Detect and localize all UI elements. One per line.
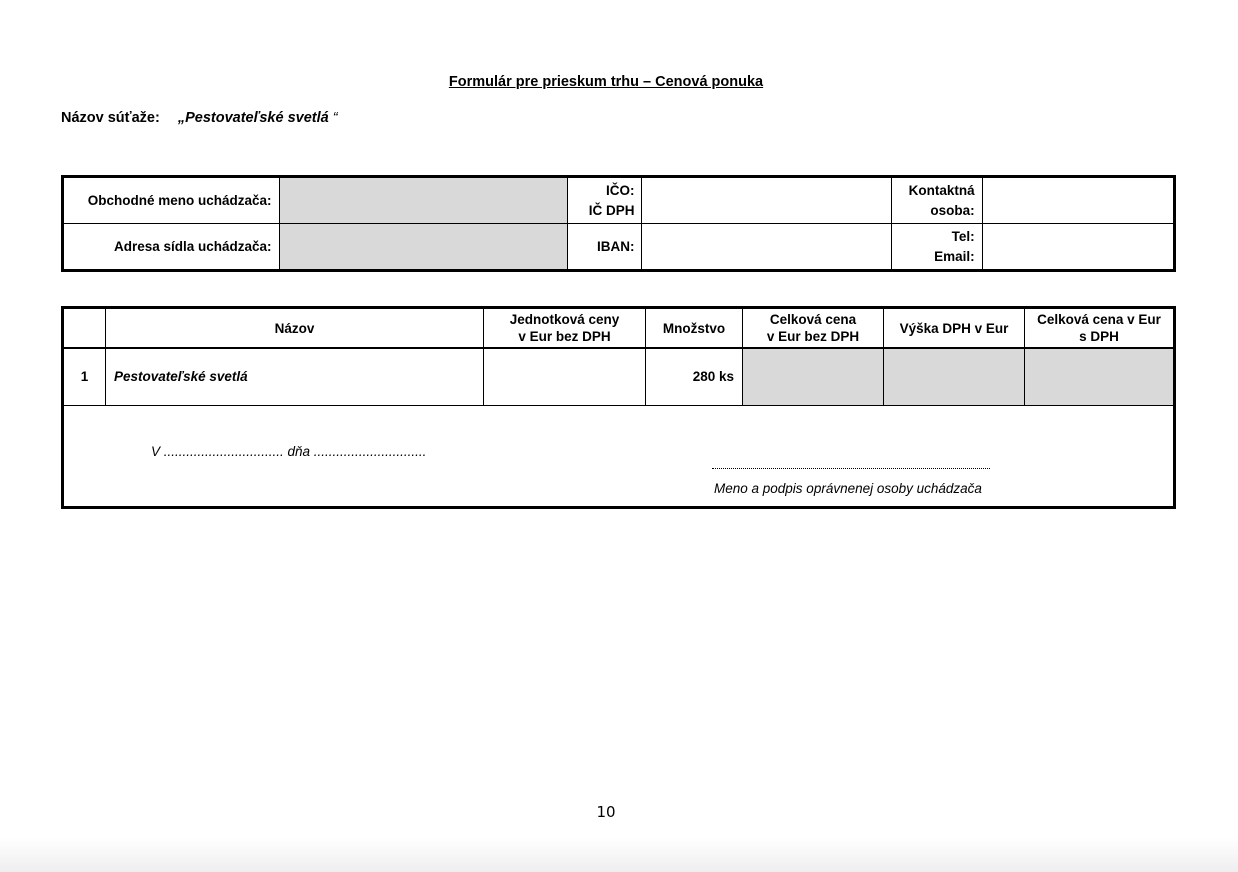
form-title: Formulár pre prieskum trhu – Cenová ponuka [448, 74, 764, 90]
row-total-with-vat-field[interactable] [1025, 348, 1175, 405]
ico-label-cell [567, 177, 642, 224]
contact-person-label-line2: osoba: [930, 202, 975, 218]
signature-line [712, 460, 990, 469]
row-number: 1 [63, 348, 106, 405]
row-unit-price-field[interactable] [484, 348, 646, 405]
business-name-label: Obchodné meno uchádzača: [63, 177, 280, 224]
row-item-name: Pestovateľské svetlá [106, 348, 484, 405]
iban-field[interactable] [642, 224, 891, 271]
contest-name: „Pestovateľské svetlá [177, 110, 329, 126]
tel-email-label-cell [891, 224, 982, 271]
header-unit-price: Jednotková ceny v Eur bez DPH [484, 308, 646, 349]
header-total-with-vat: Celková cena v Eur s DPH [1025, 308, 1175, 349]
contact-person-field[interactable] [982, 177, 1174, 224]
contact-person-label-cell [891, 177, 982, 224]
price-offer-table [61, 306, 1176, 509]
address-field[interactable] [279, 224, 567, 271]
place-date-line: V ................................ dňa .............................. [151, 443, 427, 459]
ico-label: IČO: [605, 182, 635, 198]
row-vat-amount-field[interactable] [884, 348, 1025, 405]
tel-email-field[interactable] [982, 224, 1174, 271]
header-vat-amount: Výška DPH v Eur [884, 308, 1025, 349]
contest-line [61, 110, 338, 126]
header-number [63, 308, 106, 349]
address-label: Adresa sídla uchádzača: [63, 224, 280, 271]
header-quantity: Množstvo [646, 308, 743, 349]
contact-person-label-line1: Kontaktná [908, 182, 975, 198]
page-bottom-shadow [0, 838, 1238, 872]
signature-section [63, 405, 1175, 507]
header-total-without-vat: Celková cena v Eur bez DPH [743, 308, 884, 349]
ic-dph-label: IČ DPH [588, 202, 635, 218]
page-number: 10 [596, 803, 616, 821]
row-quantity: 280 ks [646, 348, 743, 405]
signature-caption: Meno a podpis oprávnenej osoby uchádzača [714, 480, 982, 496]
email-label: Email: [934, 248, 975, 264]
tel-label: Tel: [951, 228, 975, 244]
row-total-without-vat-field[interactable] [743, 348, 884, 405]
contest-name-close-quote: “ [332, 110, 338, 126]
contest-label: Názov súťaže: [61, 110, 160, 126]
table-row [63, 348, 1175, 405]
header-name: Názov [106, 308, 484, 349]
applicant-info-table [61, 175, 1176, 272]
ico-field[interactable] [642, 177, 891, 224]
business-name-field[interactable] [279, 177, 567, 224]
iban-label: IBAN: [567, 224, 642, 271]
